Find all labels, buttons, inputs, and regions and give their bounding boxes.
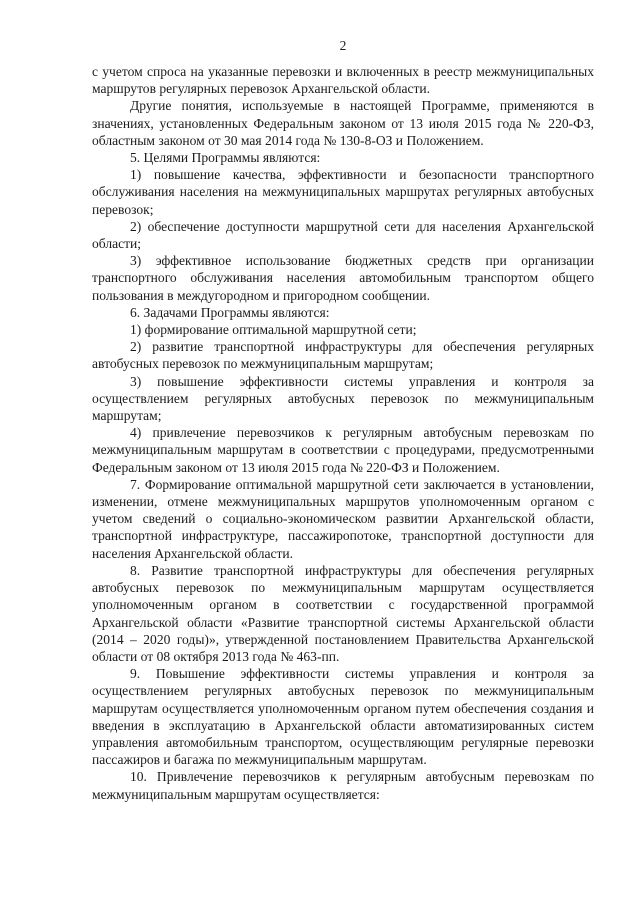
- paragraph: 10. Привлечение перевозчиков к регулярным автобусным перевозкам по межмуниципальным маршрутам осуществляется:: [92, 769, 594, 802]
- section-heading-goals: 5. Целями Программы являются:: [130, 150, 321, 166]
- paragraph: 7. Формирование оптимальной маршрутной сети заключается в установлении, изменении, отмене межмуниципальных маршрутов уполномоченным органом с учетом сведений о социально-экономическом развитии Архангельской области, транспортной инфраструктуре, пассажиропотоке, транспортной доступности для населения Архангельской области.: [92, 476, 594, 561]
- list-item: 2) развитие транспортной инфраструктуры для обеспечения регулярных автобусных перевозок по межмуниципальным маршрутам;: [92, 339, 594, 372]
- section-heading-tasks: 6. Задачами Программы являются:: [130, 304, 330, 320]
- paragraph: 8. Развитие транспортной инфраструктуры для обеспечения регулярных автобусных перевозок по межмуниципальным маршрутам осуществляется уполномоченным органом в соответствии с государственной программой Архангельской области «Развитие транспортной системы Архангельской области (2014 – 2020 годы)», утвержденной постановлением Правительства Архангельской области от 08 октября 2013 года № 463-пп.: [92, 562, 594, 664]
- document-page: [92, 0, 594, 905]
- page-number: 2: [339, 38, 347, 53]
- list-item: 1) формирование оптимальной маршрутной сети;: [130, 322, 417, 338]
- paragraph: 9. Повышение эффективности системы управления и контроля за осуществлением регулярных автобусных перевозок по межмуниципальным маршрутам осуществляется уполномоченным органом путем обеспечения создания и введения в эксплуатацию в Архангельской области автоматизированных систем управления автомобильным транспортом, осуществляющим регулярные перевозки пассажиров и багажа по межмуниципальным маршрутам.: [92, 666, 594, 768]
- paragraph: Другие понятия, используемые в настоящей Программе, применяются в значениях, установленных Федеральным законом от 13 июля 2015 года № 220-ФЗ, областным законом от 30 мая 2014 года № 130-8-ОЗ и Положением.: [92, 98, 594, 148]
- paragraph: с учетом спроса на указанные перевозки и включенных в реестр межмуниципальных маршрутов регулярных перевозок Архангельской области.: [92, 64, 594, 97]
- list-item: 4) привлечение перевозчиков к регулярным автобусным перевозкам по межмуниципальным маршрутам в соответствии с процедурами, предусмотренными Федеральным законом от 13 июля 2015 года № 220-ФЗ и Положением.: [92, 425, 594, 475]
- list-item: 3) повышение эффективности системы управления и контроля за осуществлением регулярных автобусных перевозок по межмуниципальным маршрутам;: [92, 373, 594, 424]
- document-body: [92, 63, 594, 803]
- list-item: 3) эффективное использование бюджетных средств при организации транспортного обслуживания населения автомобильным транспортом общего пользования в междугородном и пригородном сообщении.: [92, 253, 594, 303]
- list-item: 2) обеспечение доступности маршрутной сети для населения Архангельской области;: [92, 218, 594, 252]
- list-item: 1) повышение качества, эффективности и безопасности транспортного обслуживания населения на межмуниципальных маршрутах регулярных автобусных перевозок;: [92, 167, 594, 217]
